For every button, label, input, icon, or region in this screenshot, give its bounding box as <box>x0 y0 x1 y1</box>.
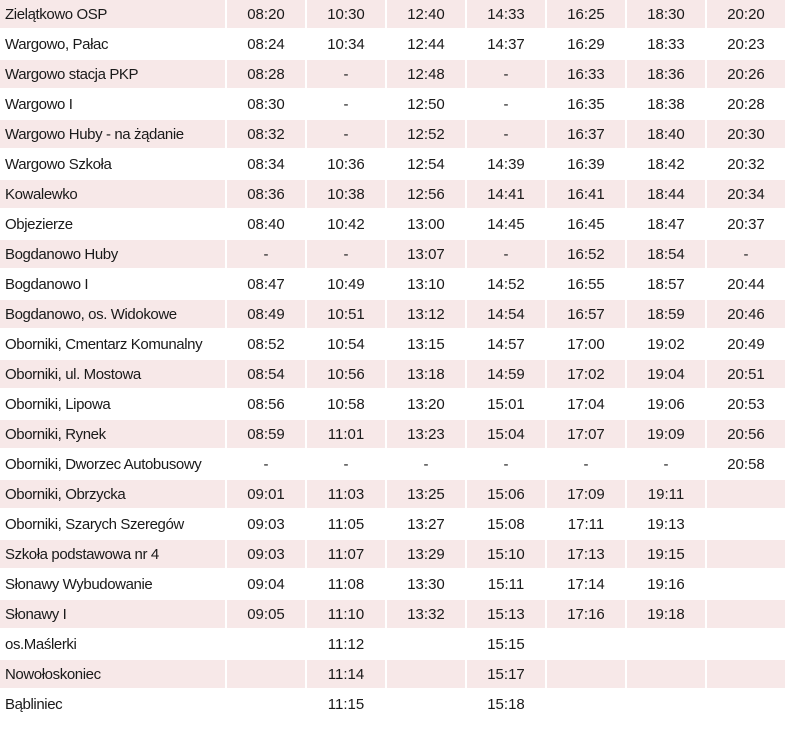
departure-time: 16:57 <box>547 300 625 330</box>
departure-time: - <box>627 450 705 480</box>
departure-time: 16:37 <box>547 120 625 150</box>
departure-time <box>707 660 785 690</box>
table-row <box>0 510 785 540</box>
departure-time: 08:28 <box>227 60 305 90</box>
departure-time: 08:56 <box>227 390 305 420</box>
departure-time: 11:03 <box>307 480 385 510</box>
departure-time: 10:34 <box>307 30 385 60</box>
departure-time: 08:30 <box>227 90 305 120</box>
departure-time: 09:01 <box>227 480 305 510</box>
departure-time <box>707 540 785 570</box>
stop-name: Słonawy Wybudowanie <box>0 570 225 600</box>
departure-time <box>627 690 705 720</box>
departure-time: - <box>467 60 545 90</box>
departure-time: 11:10 <box>307 600 385 630</box>
departure-time: 18:54 <box>627 240 705 270</box>
table-row <box>0 360 785 390</box>
departure-time: 15:13 <box>467 600 545 630</box>
departure-time: 10:30 <box>307 0 385 30</box>
departure-time: 16:33 <box>547 60 625 90</box>
departure-time: 08:36 <box>227 180 305 210</box>
departure-time <box>707 510 785 540</box>
departure-time: 19:18 <box>627 600 705 630</box>
stop-name: Oborniki, Cmentarz Komunalny <box>0 330 225 360</box>
departure-time: 13:15 <box>387 330 465 360</box>
departure-time: 20:49 <box>707 330 785 360</box>
departure-time: - <box>467 240 545 270</box>
departure-time: 08:34 <box>227 150 305 180</box>
stop-name: Słonawy I <box>0 600 225 630</box>
departure-time: 19:04 <box>627 360 705 390</box>
departure-time: 16:55 <box>547 270 625 300</box>
departure-time: 15:18 <box>467 690 545 720</box>
departure-time: 10:54 <box>307 330 385 360</box>
departure-time: 11:15 <box>307 690 385 720</box>
departure-time: 18:33 <box>627 30 705 60</box>
departure-time: 17:07 <box>547 420 625 450</box>
departure-time: 15:04 <box>467 420 545 450</box>
departure-time <box>707 570 785 600</box>
departure-time: 12:50 <box>387 90 465 120</box>
departure-time: 14:59 <box>467 360 545 390</box>
departure-time <box>387 690 465 720</box>
departure-time <box>227 660 305 690</box>
table-row <box>0 570 785 600</box>
departure-time <box>387 660 465 690</box>
departure-time: 19:06 <box>627 390 705 420</box>
departure-time: 08:20 <box>227 0 305 30</box>
departure-time: 15:06 <box>467 480 545 510</box>
departure-time: 17:02 <box>547 360 625 390</box>
departure-time: 08:59 <box>227 420 305 450</box>
departure-time: 12:44 <box>387 30 465 60</box>
departure-time: 17:14 <box>547 570 625 600</box>
departure-time: 11:08 <box>307 570 385 600</box>
table-row <box>0 540 785 570</box>
departure-time: 10:49 <box>307 270 385 300</box>
stop-name: os.Maślerki <box>0 630 225 660</box>
table-row <box>0 300 785 330</box>
stop-name: Wargowo, Pałac <box>0 30 225 60</box>
departure-time <box>227 630 305 660</box>
departure-time: 16:41 <box>547 180 625 210</box>
table-row <box>0 240 785 270</box>
departure-time: 20:44 <box>707 270 785 300</box>
departure-time: 10:58 <box>307 390 385 420</box>
table-row <box>0 30 785 60</box>
departure-time: 09:03 <box>227 540 305 570</box>
departure-time: 18:47 <box>627 210 705 240</box>
departure-time: 20:37 <box>707 210 785 240</box>
table-row <box>0 390 785 420</box>
departure-time: 19:11 <box>627 480 705 510</box>
departure-time: 15:15 <box>467 630 545 660</box>
departure-time: 14:39 <box>467 150 545 180</box>
departure-time <box>707 630 785 660</box>
departure-time: 13:32 <box>387 600 465 630</box>
departure-time: 15:01 <box>467 390 545 420</box>
departure-time: 17:00 <box>547 330 625 360</box>
departure-time: - <box>307 450 385 480</box>
table-row <box>0 210 785 240</box>
departure-time: 08:24 <box>227 30 305 60</box>
departure-time <box>227 690 305 720</box>
departure-time: 20:28 <box>707 90 785 120</box>
departure-time: 18:42 <box>627 150 705 180</box>
departure-time: 20:51 <box>707 360 785 390</box>
departure-time <box>627 630 705 660</box>
departure-time: 19:13 <box>627 510 705 540</box>
departure-time: - <box>467 90 545 120</box>
departure-time: 16:25 <box>547 0 625 30</box>
departure-time: - <box>227 240 305 270</box>
departure-time: 10:36 <box>307 150 385 180</box>
departure-time: 10:42 <box>307 210 385 240</box>
departure-time: 10:38 <box>307 180 385 210</box>
departure-time: - <box>307 240 385 270</box>
departure-time: 08:54 <box>227 360 305 390</box>
departure-time: 11:14 <box>307 660 385 690</box>
departure-time: - <box>307 90 385 120</box>
stop-name: Oborniki, Szarych Szeregów <box>0 510 225 540</box>
departure-time: 18:44 <box>627 180 705 210</box>
departure-time: 15:08 <box>467 510 545 540</box>
departure-time: - <box>547 450 625 480</box>
departure-time: 11:01 <box>307 420 385 450</box>
departure-time: 18:40 <box>627 120 705 150</box>
departure-time: 09:03 <box>227 510 305 540</box>
departure-time: 17:16 <box>547 600 625 630</box>
stop-name: Wargowo I <box>0 90 225 120</box>
table-row <box>0 630 785 660</box>
departure-time: 08:32 <box>227 120 305 150</box>
departure-time: 12:40 <box>387 0 465 30</box>
departure-time: 15:17 <box>467 660 545 690</box>
departure-time: 14:37 <box>467 30 545 60</box>
departure-time: 13:25 <box>387 480 465 510</box>
departure-time: 13:29 <box>387 540 465 570</box>
table-row <box>0 600 785 630</box>
departure-time: 13:12 <box>387 300 465 330</box>
departure-time: 16:52 <box>547 240 625 270</box>
departure-time: 20:56 <box>707 420 785 450</box>
stop-name: Wargowo stacja PKP <box>0 60 225 90</box>
stop-name: Oborniki, Rynek <box>0 420 225 450</box>
departure-time: 13:23 <box>387 420 465 450</box>
stop-name: Zielątkowo OSP <box>0 0 225 30</box>
departure-time <box>627 660 705 690</box>
departure-time: 12:52 <box>387 120 465 150</box>
stop-name: Bąbliniec <box>0 690 225 720</box>
table-row <box>0 120 785 150</box>
departure-time: 13:27 <box>387 510 465 540</box>
departure-time: 16:45 <box>547 210 625 240</box>
stop-name: Nowołoskoniec <box>0 660 225 690</box>
departure-time: 09:05 <box>227 600 305 630</box>
departure-time: 14:45 <box>467 210 545 240</box>
departure-time: 14:57 <box>467 330 545 360</box>
departure-time: 08:47 <box>227 270 305 300</box>
table-row <box>0 450 785 480</box>
departure-time: 12:54 <box>387 150 465 180</box>
departure-time: 18:36 <box>627 60 705 90</box>
departure-time: 10:51 <box>307 300 385 330</box>
table-row <box>0 690 785 720</box>
departure-time: 14:54 <box>467 300 545 330</box>
departure-time: 19:09 <box>627 420 705 450</box>
departure-time <box>707 480 785 510</box>
departure-time: 14:52 <box>467 270 545 300</box>
departure-time: 12:48 <box>387 60 465 90</box>
departure-time <box>387 630 465 660</box>
stop-name: Oborniki, Lipowa <box>0 390 225 420</box>
departure-time: 19:02 <box>627 330 705 360</box>
departure-time: 20:53 <box>707 390 785 420</box>
departure-time: - <box>227 450 305 480</box>
departure-time: 13:10 <box>387 270 465 300</box>
departure-time: 13:20 <box>387 390 465 420</box>
departure-time: 20:26 <box>707 60 785 90</box>
departure-time: 08:40 <box>227 210 305 240</box>
departure-time: 11:05 <box>307 510 385 540</box>
stop-name: Kowalewko <box>0 180 225 210</box>
departure-time: 11:07 <box>307 540 385 570</box>
table-row <box>0 150 785 180</box>
departure-time: 13:00 <box>387 210 465 240</box>
departure-time: 20:58 <box>707 450 785 480</box>
departure-time: 15:10 <box>467 540 545 570</box>
departure-time: 18:59 <box>627 300 705 330</box>
departure-time: 14:33 <box>467 0 545 30</box>
departure-time <box>547 660 625 690</box>
stop-name: Wargowo Szkoła <box>0 150 225 180</box>
departure-time: 17:11 <box>547 510 625 540</box>
departure-time: - <box>307 60 385 90</box>
departure-time: 12:56 <box>387 180 465 210</box>
departure-time: 08:52 <box>227 330 305 360</box>
table-row <box>0 660 785 690</box>
departure-time: 20:20 <box>707 0 785 30</box>
table-row <box>0 180 785 210</box>
departure-time: 11:12 <box>307 630 385 660</box>
departure-time: 15:11 <box>467 570 545 600</box>
stop-name: Wargowo Huby - na żądanie <box>0 120 225 150</box>
stop-name: Oborniki, ul. Mostowa <box>0 360 225 390</box>
table-row <box>0 420 785 450</box>
departure-time <box>547 690 625 720</box>
table-row <box>0 270 785 300</box>
departure-time: 13:18 <box>387 360 465 390</box>
departure-time: 10:56 <box>307 360 385 390</box>
departure-time: - <box>387 450 465 480</box>
departure-time: 13:30 <box>387 570 465 600</box>
departure-time: 08:49 <box>227 300 305 330</box>
departure-time: 16:35 <box>547 90 625 120</box>
stop-name: Bogdanowo Huby <box>0 240 225 270</box>
departure-time <box>707 600 785 630</box>
table-row <box>0 60 785 90</box>
departure-time: 18:38 <box>627 90 705 120</box>
departure-time: 20:46 <box>707 300 785 330</box>
departure-time: 20:32 <box>707 150 785 180</box>
stop-name: Oborniki, Obrzycka <box>0 480 225 510</box>
departure-time: - <box>467 450 545 480</box>
departure-time: 20:30 <box>707 120 785 150</box>
departure-time: 19:16 <box>627 570 705 600</box>
departure-time: 17:09 <box>547 480 625 510</box>
table-row <box>0 0 785 30</box>
departure-time: 16:29 <box>547 30 625 60</box>
departure-time: 09:04 <box>227 570 305 600</box>
departure-time: - <box>707 240 785 270</box>
departure-time: 18:30 <box>627 0 705 30</box>
departure-time: 16:39 <box>547 150 625 180</box>
departure-time: 20:34 <box>707 180 785 210</box>
table-row <box>0 330 785 360</box>
table-row <box>0 480 785 510</box>
departure-time: 18:57 <box>627 270 705 300</box>
stop-name: Szkoła podstawowa nr 4 <box>0 540 225 570</box>
departure-time: 13:07 <box>387 240 465 270</box>
stop-name: Bogdanowo I <box>0 270 225 300</box>
table-row <box>0 90 785 120</box>
stop-name: Objezierze <box>0 210 225 240</box>
departure-time <box>547 630 625 660</box>
departure-time: - <box>307 120 385 150</box>
departure-time <box>707 690 785 720</box>
departure-time: 17:13 <box>547 540 625 570</box>
departure-time: 14:41 <box>467 180 545 210</box>
departure-time: 19:15 <box>627 540 705 570</box>
departure-time: 17:04 <box>547 390 625 420</box>
stop-name: Oborniki, Dworzec Autobusowy <box>0 450 225 480</box>
stop-name: Bogdanowo, os. Widokowe <box>0 300 225 330</box>
departure-time: - <box>467 120 545 150</box>
departure-time: 20:23 <box>707 30 785 60</box>
